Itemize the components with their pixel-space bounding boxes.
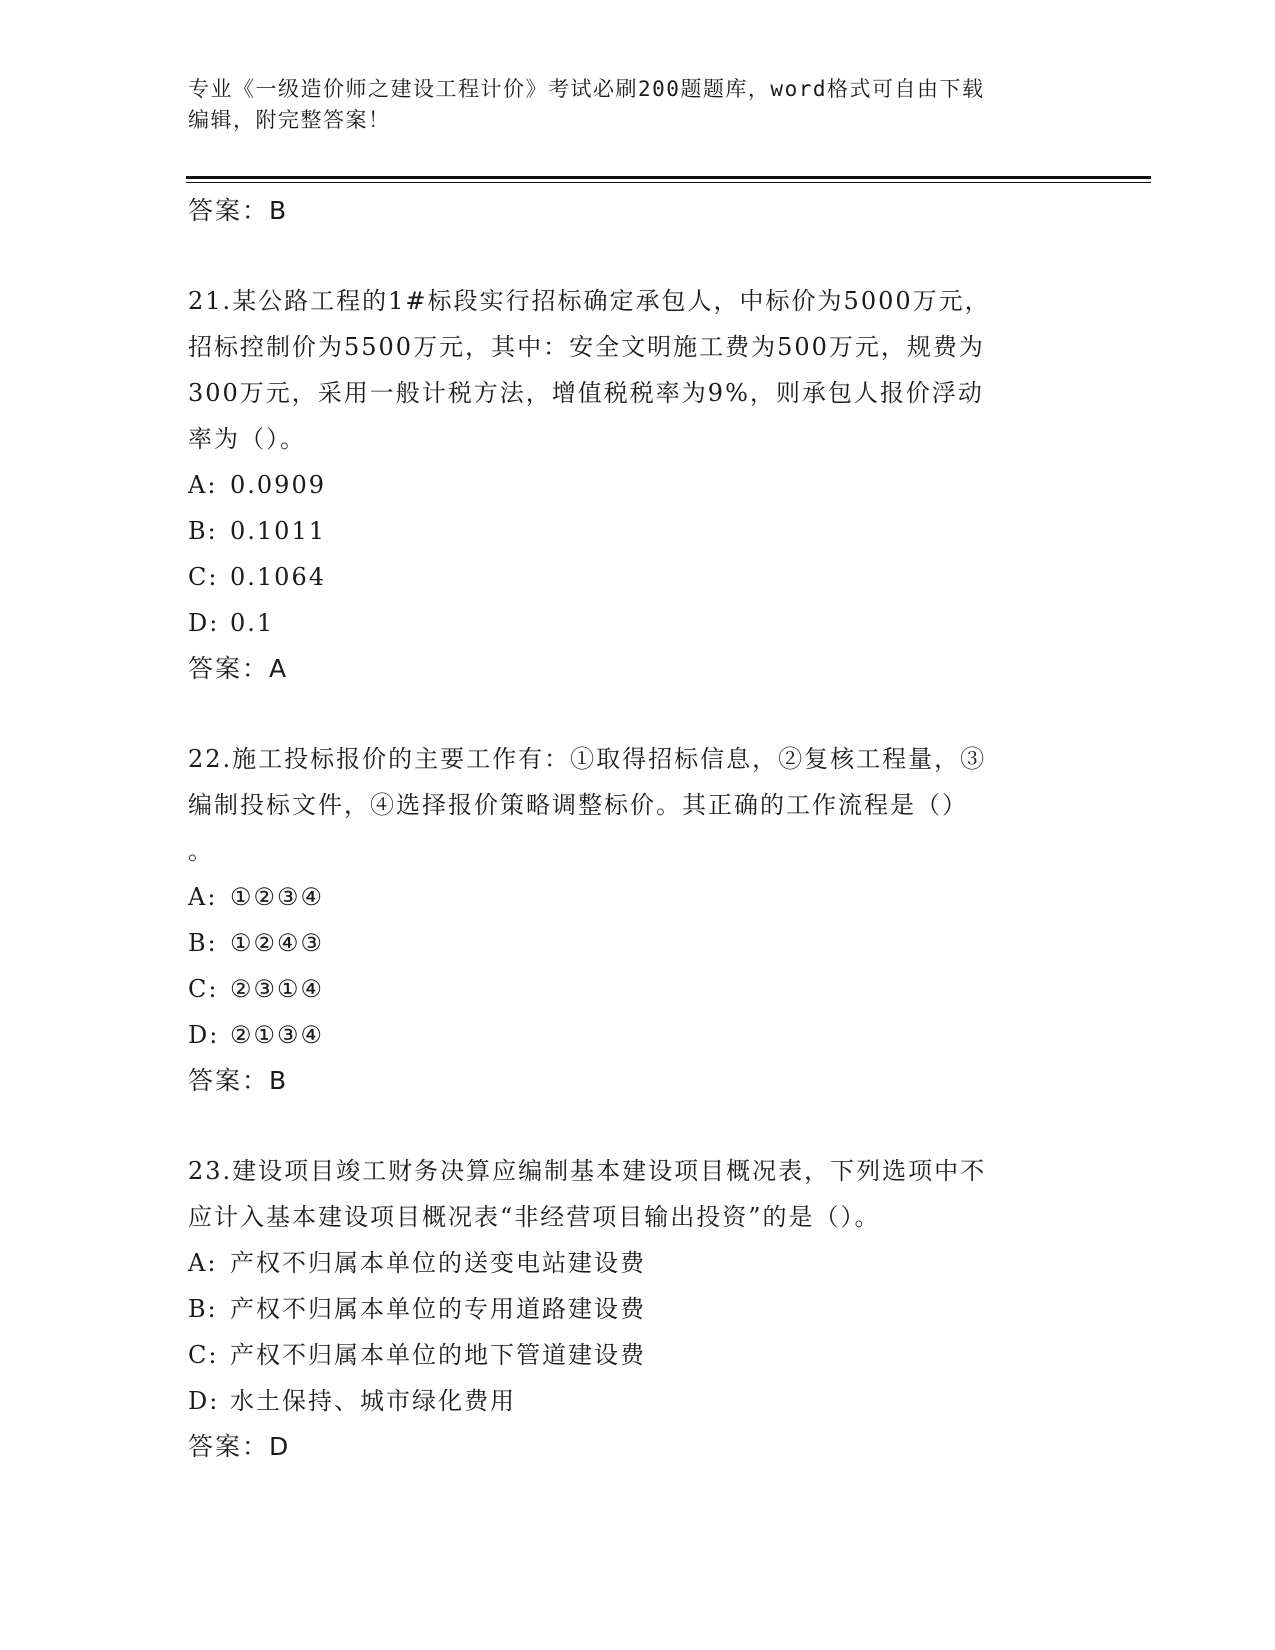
page-header bbox=[188, 74, 1088, 136]
header-line-2: 编辑，附完整答案！ bbox=[188, 108, 391, 132]
question-block-22 bbox=[188, 736, 1088, 1104]
option-text: ①②③④ bbox=[230, 883, 325, 911]
header-rule-thick bbox=[186, 176, 1151, 179]
question-text-line: 率为（）。 bbox=[188, 425, 306, 453]
option-a bbox=[188, 874, 1088, 920]
option-d bbox=[188, 600, 1088, 646]
answer-line: 答案：D bbox=[188, 1432, 291, 1461]
option-b bbox=[188, 1286, 1088, 1332]
header-rule-thin bbox=[186, 182, 1151, 183]
option-label: A: bbox=[188, 471, 218, 499]
spacer bbox=[188, 1104, 1088, 1148]
option-c bbox=[188, 966, 1088, 1012]
option-a bbox=[188, 462, 1088, 508]
option-text: 0.1 bbox=[230, 609, 275, 637]
option-text: 水土保持、城市绿化费用 bbox=[230, 1387, 516, 1415]
option-d bbox=[188, 1012, 1088, 1058]
question-block-21 bbox=[188, 278, 1088, 692]
header-line-1: 专业《一级造价师之建设工程计价》考试必刷200题题库，word格式可自由下载 bbox=[188, 77, 985, 101]
spacer bbox=[188, 234, 1088, 278]
question-text-line: 300万元，采用一般计税方法，增值税税率为9%，则承包人报价浮动 bbox=[188, 379, 984, 407]
option-text: ②①③④ bbox=[230, 1021, 325, 1049]
option-label: A: bbox=[188, 883, 218, 911]
question-block-23 bbox=[188, 1148, 1088, 1470]
document-body bbox=[188, 188, 1088, 1470]
option-c bbox=[188, 1332, 1088, 1378]
option-label: A: bbox=[188, 1249, 218, 1277]
option-text: 0.1064 bbox=[230, 563, 326, 591]
answer-line: 答案：B bbox=[188, 196, 289, 225]
option-a bbox=[188, 1240, 1088, 1286]
option-label: D: bbox=[188, 1387, 220, 1415]
question-text-line: 21.某公路工程的1#标段实行招标确定承包人，中标价为5000万元， bbox=[188, 287, 991, 315]
question-text-line: 招标控制价为5500万元，其中：安全文明施工费为500万元，规费为 bbox=[188, 333, 985, 361]
option-c bbox=[188, 554, 1088, 600]
question-text-line: 23.建设项目竣工财务决算应编制基本建设项目概况表，下列选项中不 bbox=[188, 1157, 987, 1185]
option-label: D: bbox=[188, 609, 220, 637]
option-label: B: bbox=[188, 929, 218, 957]
option-b bbox=[188, 508, 1088, 554]
option-text: 0.1011 bbox=[230, 517, 326, 545]
option-text: 0.0909 bbox=[230, 471, 326, 499]
option-label: C: bbox=[188, 975, 219, 1003]
option-text: ①②④③ bbox=[230, 929, 325, 957]
question-text-line: 。 bbox=[188, 837, 214, 865]
question-text-line: 编制投标文件，④选择报价策略调整标价。其正确的工作流程是（） bbox=[188, 791, 968, 819]
question-text-line: 22.施工投标报价的主要工作有：①取得招标信息，②复核工程量，③ bbox=[188, 745, 987, 773]
option-label: B: bbox=[188, 517, 218, 545]
option-b bbox=[188, 920, 1088, 966]
answer-line: 答案：A bbox=[188, 654, 289, 683]
answer-line: 答案：B bbox=[188, 1066, 289, 1095]
spacer bbox=[188, 692, 1088, 736]
option-label: C: bbox=[188, 563, 219, 591]
question-text-line: 应计入基本建设项目概况表“非经营项目输出投资”的是（）。 bbox=[188, 1203, 881, 1231]
option-text: 产权不归属本单位的地下管道建设费 bbox=[230, 1341, 646, 1369]
option-text: 产权不归属本单位的专用道路建设费 bbox=[230, 1295, 646, 1323]
option-label: C: bbox=[188, 1341, 219, 1369]
option-text: ②③①④ bbox=[230, 975, 325, 1003]
option-label: D: bbox=[188, 1021, 220, 1049]
option-label: B: bbox=[188, 1295, 218, 1323]
option-d bbox=[188, 1378, 1088, 1424]
option-text: 产权不归属本单位的送变电站建设费 bbox=[230, 1249, 646, 1277]
